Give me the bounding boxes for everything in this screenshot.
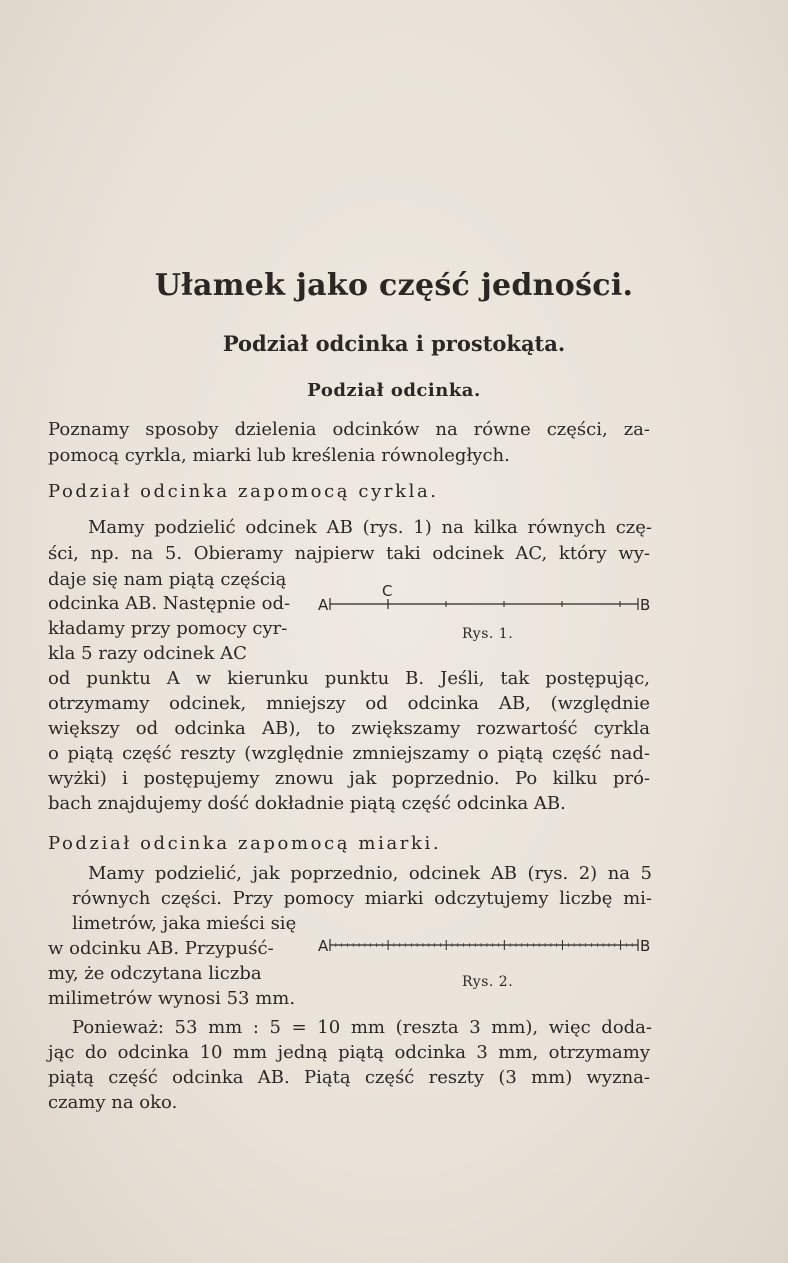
paragraph-line: jąc do odcinka 10 mm jedną piątą odcinka 3 mm, otrzymamy (48, 1042, 650, 1063)
page-title: Ułamek jako część jedności. (154, 268, 634, 303)
figure-2 (318, 924, 653, 964)
paragraph-line: wyżki) i postępujemy znowu jak poprzednio. Po kilku pró- (48, 768, 650, 789)
fig1-label-a: A (318, 596, 329, 614)
paragraph-line: bach znajdujemy dość dokładnie piątą część odcinka AB. (48, 793, 566, 814)
figure-1-caption: Rys. 1. (462, 626, 514, 642)
paragraph-line: kładamy przy pomocy cyr- (48, 618, 288, 639)
subsection-heading-miarka: Podział odcinka zapomocą miarki. (48, 833, 442, 854)
section-heading: Podział odcinka. (307, 380, 481, 401)
paragraph-line: piątą część odcinka AB. Piątą część reszty (3 mm) wyzna- (48, 1067, 650, 1088)
intro-line: pomocą cyrkla, miarki lub kreślenia równoległych. (48, 445, 510, 466)
paragraph-line: odcinka AB. Następnie od- (48, 593, 291, 614)
fig1-label-b: B (640, 596, 651, 614)
paragraph-line: my, że odczytana liczba (48, 963, 262, 984)
paragraph-line: o piątą część reszty (względnie zmniejszamy o piątą część nad- (48, 743, 650, 764)
paragraph-line: równych części. Przy pomocy miarki odczytujemy liczbę mi- (72, 888, 652, 909)
figure-1 (318, 580, 653, 630)
paragraph-line: Mamy podzielić odcinek AB (rys. 1) na kilka równych czę- (88, 517, 652, 538)
figure-2-caption: Rys. 2. (462, 974, 514, 990)
paragraph-line: w odcinku AB. Przypuść- (48, 938, 274, 959)
paragraph-line: większy od odcinka AB), to zwiększamy rozwartość cyrkla (48, 718, 650, 739)
page-subtitle: Podział odcinka i prostokąta. (222, 331, 566, 356)
paragraph-line: czamy na oko. (48, 1092, 178, 1113)
subsection-heading-cyrkiel: Podział odcinka zapomocą cyrkla. (48, 481, 439, 502)
paragraph-line: limetrów, jaka mieści się (72, 913, 297, 934)
fig2-label-a: A (318, 937, 329, 955)
paragraph-line: kla 5 razy odcinek AC (48, 643, 247, 664)
paragraph-line: Ponieważ: 53 mm : 5 = 10 mm (reszta 3 mm), więc doda- (72, 1017, 652, 1038)
paragraph-line: Mamy podzielić, jak poprzednio, odcinek AB (rys. 2) na 5 (88, 863, 652, 884)
fig2-label-b: B (640, 937, 651, 955)
paragraph-line: od punktu A w kierunku punktu B. Jeśli, tak postępując, (48, 668, 650, 689)
paragraph-line: daje się nam piątą częścią (48, 569, 287, 590)
paragraph-line: otrzymamy odcinek, mniejszy od odcinka AB, (względnie (48, 693, 650, 714)
paragraph-line: ści, np. na 5. Obieramy najpierw taki odcinek AC, który wy- (48, 543, 650, 564)
paragraph-line: milimetrów wynosi 53 mm. (48, 988, 296, 1009)
intro-line: Poznamy sposoby dzielenia odcinków na równe części, za- (48, 419, 650, 440)
fig1-label-c: C (382, 582, 393, 600)
